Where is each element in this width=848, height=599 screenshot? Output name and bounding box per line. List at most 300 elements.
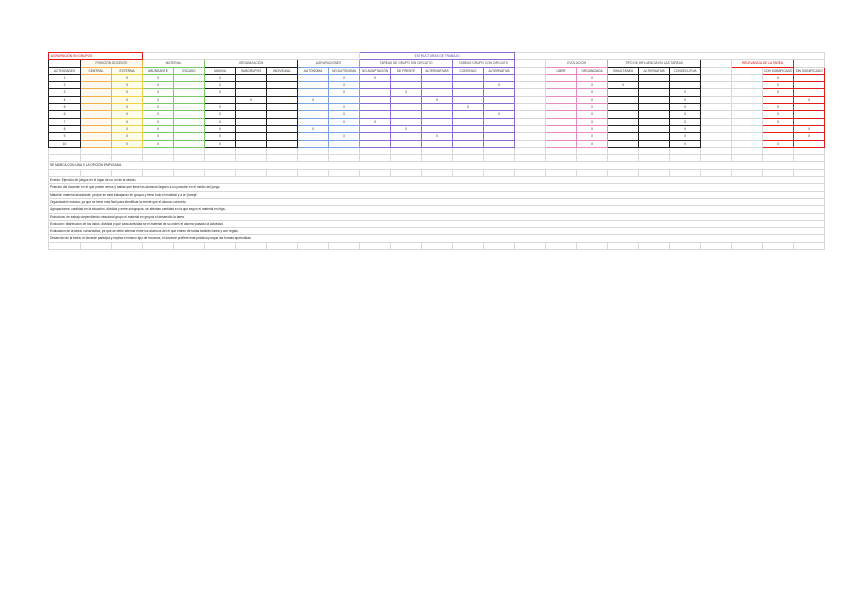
mark-cell[interactable]: X (763, 74, 794, 81)
mark-cell[interactable]: X (391, 125, 422, 132)
cell[interactable] (453, 242, 484, 249)
cell[interactable] (701, 147, 732, 154)
cell[interactable] (701, 242, 732, 249)
cell[interactable] (267, 96, 298, 103)
cell[interactable] (453, 140, 484, 147)
cell[interactable] (794, 140, 825, 147)
cell[interactable] (546, 147, 577, 154)
cell[interactable] (174, 118, 205, 125)
cell[interactable] (639, 118, 670, 125)
cell[interactable] (639, 96, 670, 103)
cell[interactable] (49, 169, 81, 176)
cell[interactable] (639, 125, 670, 132)
cell[interactable] (112, 155, 143, 162)
cell[interactable] (236, 125, 267, 132)
cell[interactable] (49, 60, 81, 67)
cell[interactable] (639, 169, 670, 176)
cell[interactable] (484, 169, 515, 176)
cell[interactable] (298, 140, 329, 147)
cell[interactable] (81, 82, 112, 89)
cell[interactable] (329, 140, 360, 147)
column-header[interactable]: ALTERNATIVA (639, 67, 670, 74)
cell[interactable] (546, 74, 577, 81)
column-header[interactable]: LIBRE (546, 67, 577, 74)
cell[interactable] (732, 125, 763, 132)
column-header[interactable]: CONSECUTIVA (670, 67, 701, 74)
cell[interactable] (453, 82, 484, 89)
cell[interactable] (515, 147, 546, 154)
cell[interactable] (360, 242, 391, 249)
cell[interactable] (112, 242, 143, 249)
mark-cell[interactable]: X (205, 89, 236, 96)
cell[interactable] (174, 111, 205, 118)
cell[interactable] (732, 133, 763, 140)
cell[interactable] (515, 118, 546, 125)
cell[interactable] (794, 155, 825, 162)
cell[interactable] (391, 147, 422, 154)
cell[interactable] (391, 169, 422, 176)
mark-cell[interactable]: X (143, 111, 174, 118)
cell[interactable] (391, 140, 422, 147)
cell[interactable] (81, 155, 112, 162)
cell[interactable] (236, 242, 267, 249)
cell[interactable] (515, 242, 546, 249)
cell[interactable] (577, 242, 608, 249)
cell[interactable] (422, 104, 453, 111)
cell[interactable] (763, 155, 794, 162)
column-header[interactable]: ACTIVIDADES (49, 67, 81, 74)
cell[interactable] (422, 125, 453, 132)
column-header[interactable]: ABUNDANTE (143, 67, 174, 74)
cell[interactable] (143, 53, 360, 60)
mark-cell[interactable]: X (763, 82, 794, 89)
cell[interactable] (484, 140, 515, 147)
cell[interactable] (639, 74, 670, 81)
cell[interactable] (670, 155, 701, 162)
cell[interactable] (174, 96, 205, 103)
cell[interactable] (546, 118, 577, 125)
cell[interactable] (112, 147, 143, 154)
section-agrupaciones[interactable]: AGRUPACIONES (298, 60, 360, 67)
cell[interactable] (453, 147, 484, 154)
cell[interactable] (329, 155, 360, 162)
mark-cell[interactable]: X (298, 125, 329, 132)
mark-cell[interactable]: X (670, 111, 701, 118)
mark-cell[interactable]: X (112, 118, 143, 125)
cell[interactable] (763, 96, 794, 103)
cell[interactable] (205, 96, 236, 103)
cell[interactable] (236, 147, 267, 154)
mark-cell[interactable]: X (670, 140, 701, 147)
cell[interactable] (236, 111, 267, 118)
mark-cell[interactable]: X (205, 118, 236, 125)
cell[interactable] (360, 140, 391, 147)
note-line[interactable]: Estructura: de trabajo dependiendo rotacional grupo el material en grupos el desarrollo la tarea. (49, 213, 825, 220)
cell[interactable] (484, 133, 515, 140)
cell[interactable] (205, 147, 236, 154)
note-line[interactable]: Material: material abundante, ya que se está trabajando en grupos y tiene todo el material y a la "pareja". (49, 191, 825, 198)
cell[interactable] (453, 118, 484, 125)
cell[interactable] (546, 140, 577, 147)
cell[interactable] (608, 125, 639, 132)
cell[interactable] (236, 118, 267, 125)
mark-cell[interactable]: X (329, 74, 360, 81)
cell[interactable] (267, 147, 298, 154)
cell[interactable] (515, 125, 546, 132)
cell[interactable] (236, 140, 267, 147)
cell[interactable] (81, 147, 112, 154)
cell[interactable] (267, 104, 298, 111)
cell[interactable] (360, 82, 391, 89)
cell[interactable] (81, 74, 112, 81)
cell[interactable] (794, 169, 825, 176)
mark-cell[interactable]: X (329, 89, 360, 96)
mark-cell[interactable]: X (670, 104, 701, 111)
cell[interactable] (608, 147, 639, 154)
cell[interactable] (81, 104, 112, 111)
cell[interactable] (639, 133, 670, 140)
mark-cell[interactable]: X (794, 133, 825, 140)
cell[interactable] (81, 125, 112, 132)
mark-cell[interactable]: X (143, 125, 174, 132)
mark-cell[interactable]: X (577, 82, 608, 89)
cell[interactable] (639, 242, 670, 249)
cell[interactable] (732, 104, 763, 111)
cell[interactable] (608, 169, 639, 176)
cell[interactable] (298, 82, 329, 89)
cell[interactable] (484, 74, 515, 81)
activity-number[interactable]: 5 (49, 104, 81, 111)
mark-cell[interactable]: X (205, 125, 236, 132)
cell[interactable] (763, 125, 794, 132)
cell[interactable] (515, 155, 546, 162)
note-line[interactable]: Agrupaciones: cantidad en la situación, dividida y entre subgrupos, se alternan cantidad en la que según el material en biga. (49, 206, 825, 213)
activity-number[interactable]: 2 (49, 82, 81, 89)
mark-cell[interactable]: X (298, 96, 329, 103)
cell[interactable] (81, 118, 112, 125)
mark-cell[interactable]: X (360, 118, 391, 125)
cell[interactable] (453, 74, 484, 81)
cell[interactable] (732, 155, 763, 162)
mark-cell[interactable]: X (484, 82, 515, 89)
mark-cell[interactable]: X (143, 89, 174, 96)
cell[interactable] (174, 169, 205, 176)
cell[interactable] (81, 89, 112, 96)
cell[interactable] (453, 169, 484, 176)
mark-cell[interactable]: X (670, 125, 701, 132)
cell[interactable] (794, 82, 825, 89)
cell[interactable] (701, 140, 732, 147)
cell[interactable] (422, 89, 453, 96)
cell[interactable] (794, 111, 825, 118)
cell[interactable] (267, 140, 298, 147)
cell[interactable] (701, 74, 732, 81)
cell[interactable] (236, 155, 267, 162)
mark-cell[interactable]: X (205, 74, 236, 81)
cell[interactable] (205, 242, 236, 249)
cell[interactable] (701, 169, 732, 176)
cell[interactable] (422, 155, 453, 162)
cell[interactable] (701, 125, 732, 132)
cell[interactable] (298, 74, 329, 81)
mark-cell[interactable]: X (329, 111, 360, 118)
cell[interactable] (763, 242, 794, 249)
cell[interactable] (577, 155, 608, 162)
cell[interactable] (794, 89, 825, 96)
cell[interactable] (453, 96, 484, 103)
mark-cell[interactable]: X (329, 82, 360, 89)
column-header[interactable]: SUBGRUPOS (236, 67, 267, 74)
mark-cell[interactable]: X (205, 104, 236, 111)
cell[interactable] (298, 104, 329, 111)
mark-cell[interactable]: X (794, 96, 825, 103)
cell[interactable] (701, 104, 732, 111)
mark-cell[interactable]: X (329, 133, 360, 140)
mark-cell[interactable]: X (391, 89, 422, 96)
cell[interactable] (391, 133, 422, 140)
mark-cell[interactable]: X (143, 82, 174, 89)
cell[interactable] (360, 89, 391, 96)
cell[interactable] (639, 111, 670, 118)
cell[interactable] (732, 74, 763, 81)
cell[interactable] (794, 147, 825, 154)
column-header[interactable]: DE FRENTE (391, 67, 422, 74)
cell[interactable] (360, 133, 391, 140)
cell[interactable] (81, 140, 112, 147)
cell[interactable] (298, 111, 329, 118)
activity-number[interactable]: 6 (49, 111, 81, 118)
mark-cell[interactable]: X (112, 125, 143, 132)
cell[interactable] (515, 53, 825, 60)
mark-cell[interactable]: X (577, 118, 608, 125)
cell[interactable] (732, 67, 763, 74)
cell[interactable] (267, 89, 298, 96)
cell[interactable] (236, 104, 267, 111)
cell[interactable] (608, 111, 639, 118)
mark-cell[interactable]: X (205, 82, 236, 89)
mark-cell[interactable]: X (763, 111, 794, 118)
cell[interactable] (763, 169, 794, 176)
cell[interactable] (701, 111, 732, 118)
cell[interactable] (329, 125, 360, 132)
cell[interactable] (391, 242, 422, 249)
mark-cell[interactable]: X (143, 74, 174, 81)
cell[interactable] (732, 169, 763, 176)
cell[interactable] (515, 67, 546, 74)
cell[interactable] (174, 155, 205, 162)
cell[interactable] (608, 242, 639, 249)
cell[interactable] (49, 147, 81, 154)
column-header[interactable]: SIN SIGNIFICADO (794, 67, 825, 74)
cell[interactable] (732, 96, 763, 103)
cell[interactable] (174, 82, 205, 89)
cell[interactable] (546, 133, 577, 140)
cell[interactable] (81, 133, 112, 140)
column-header[interactable]: EXTERNA (112, 67, 143, 74)
cell[interactable] (515, 104, 546, 111)
cell[interactable] (546, 104, 577, 111)
cell[interactable] (174, 140, 205, 147)
cell[interactable] (701, 89, 732, 96)
cell[interactable] (639, 104, 670, 111)
activity-number[interactable]: 3 (49, 89, 81, 96)
cell[interactable] (174, 133, 205, 140)
cell[interactable] (391, 82, 422, 89)
cell[interactable] (360, 125, 391, 132)
mark-cell[interactable]: X (112, 133, 143, 140)
cell[interactable] (174, 89, 205, 96)
cell[interactable] (515, 74, 546, 81)
mark-cell[interactable]: X (112, 140, 143, 147)
activity-number[interactable]: 1 (49, 74, 81, 81)
cell[interactable] (205, 169, 236, 176)
cell[interactable] (360, 155, 391, 162)
cell[interactable] (670, 242, 701, 249)
section-tareas-con-circuito[interactable]: TAREAS GRUPO CON CIRCUITO (453, 60, 515, 67)
mark-cell[interactable]: X (608, 82, 639, 89)
cell[interactable] (546, 111, 577, 118)
cell[interactable] (515, 140, 546, 147)
cell[interactable] (174, 125, 205, 132)
cell[interactable] (143, 155, 174, 162)
column-header[interactable]: ORGANIZADA (577, 67, 608, 74)
column-header[interactable]: NO AUTÓNOMA (329, 67, 360, 74)
cell[interactable] (639, 140, 670, 147)
mark-cell[interactable]: X (577, 96, 608, 103)
cell[interactable] (391, 104, 422, 111)
cell[interactable] (608, 96, 639, 103)
column-header[interactable]: MASIVA (205, 67, 236, 74)
column-header[interactable]: ALTERNATIVAS (422, 67, 453, 74)
cell[interactable] (360, 104, 391, 111)
cell[interactable] (484, 125, 515, 132)
cell[interactable] (608, 133, 639, 140)
mark-cell[interactable]: X (577, 133, 608, 140)
cell[interactable] (174, 104, 205, 111)
notes-title[interactable]: SE MARCA CON UNA X LA OPCIÓN EMPLEADA. (49, 162, 825, 169)
cell[interactable] (298, 89, 329, 96)
cell[interactable] (298, 169, 329, 176)
cell[interactable] (422, 118, 453, 125)
cell[interactable] (360, 96, 391, 103)
column-header[interactable]: NO ADAPTACIÓN (360, 67, 391, 74)
section-material[interactable]: MATERIAL (143, 60, 205, 67)
cell[interactable] (608, 140, 639, 147)
cell[interactable] (360, 111, 391, 118)
mark-cell[interactable]: X (670, 118, 701, 125)
cell[interactable] (143, 242, 174, 249)
cell[interactable] (608, 104, 639, 111)
cell[interactable] (81, 111, 112, 118)
cell[interactable] (267, 74, 298, 81)
cell[interactable] (236, 133, 267, 140)
note-line[interactable]: Desarrollo de la tarea: el docente participa y explica el mismo tipo de recursos, el docente prefiere más práctica porque las formas aprendidas. (49, 235, 825, 242)
mark-cell[interactable]: X (112, 96, 143, 103)
cell[interactable] (608, 118, 639, 125)
cell[interactable] (794, 60, 825, 67)
cell[interactable] (732, 89, 763, 96)
cell[interactable] (422, 140, 453, 147)
section-tareas-circuito[interactable]: TAREAS DE GRUPO SIN CIRCUITO (360, 60, 453, 67)
cell[interactable] (422, 111, 453, 118)
cell[interactable] (205, 155, 236, 162)
cell[interactable] (794, 104, 825, 111)
activity-number[interactable]: 4 (49, 96, 81, 103)
cell[interactable] (267, 133, 298, 140)
note-line[interactable]: Evolución: distribución de los lados, dividida y que cada actividad se el material de su orden el alumno pasado la actividad. (49, 220, 825, 227)
cell[interactable] (546, 89, 577, 96)
cell[interactable] (515, 82, 546, 89)
cell[interactable] (763, 147, 794, 154)
cell[interactable] (639, 82, 670, 89)
cell[interactable] (670, 169, 701, 176)
cell[interactable] (732, 111, 763, 118)
cell[interactable] (422, 82, 453, 89)
cell[interactable] (236, 89, 267, 96)
cell[interactable] (267, 169, 298, 176)
cell[interactable] (732, 242, 763, 249)
cell[interactable] (453, 155, 484, 162)
mark-cell[interactable]: X (577, 140, 608, 147)
cell[interactable] (236, 169, 267, 176)
sheet-title[interactable]: AGRUPACIÓN EN GRUPOS (49, 53, 143, 60)
cell[interactable] (298, 155, 329, 162)
cell[interactable] (329, 242, 360, 249)
cell[interactable] (608, 74, 639, 81)
mark-cell[interactable]: X (422, 96, 453, 103)
cell[interactable] (546, 242, 577, 249)
activity-number[interactable]: 10 (49, 140, 81, 147)
mark-cell[interactable]: X (763, 104, 794, 111)
column-header[interactable]: CONTINUO (453, 67, 484, 74)
column-header[interactable]: ALTERNATIVA (484, 67, 515, 74)
cell[interactable] (267, 82, 298, 89)
cell[interactable] (391, 118, 422, 125)
cell[interactable] (298, 133, 329, 140)
cell[interactable] (81, 169, 112, 176)
cell[interactable] (701, 133, 732, 140)
cell[interactable] (639, 147, 670, 154)
cell[interactable] (391, 96, 422, 103)
cell[interactable] (484, 118, 515, 125)
mark-cell[interactable]: X (577, 104, 608, 111)
cell[interactable] (515, 96, 546, 103)
cell[interactable] (546, 155, 577, 162)
cell[interactable] (267, 242, 298, 249)
section-organizacion[interactable]: ORGANIZACIÓN (205, 60, 298, 67)
section-posicion[interactable]: POSICIÓN DOCENTE (81, 60, 143, 67)
cell[interactable] (298, 118, 329, 125)
cell[interactable] (49, 242, 81, 249)
cell[interactable] (422, 74, 453, 81)
cell[interactable] (484, 147, 515, 154)
cell[interactable] (422, 242, 453, 249)
section-evolucion[interactable]: EVOLUCIÓN (546, 60, 608, 67)
cell[interactable] (174, 74, 205, 81)
column-header[interactable]: AUTÓNOMA (298, 67, 329, 74)
mark-cell[interactable]: X (763, 140, 794, 147)
cell[interactable] (794, 118, 825, 125)
mark-cell[interactable]: X (763, 89, 794, 96)
mark-cell[interactable]: X (205, 111, 236, 118)
cell[interactable] (484, 96, 515, 103)
cell[interactable] (515, 133, 546, 140)
cell[interactable] (701, 118, 732, 125)
mark-cell[interactable]: X (577, 125, 608, 132)
mark-cell[interactable]: X (236, 96, 267, 103)
note-line[interactable]: Evento: Ejercicio de juegos en el lugar de un rol de la sesión. (49, 177, 825, 184)
note-line[interactable]: Posición del docente: en el que puede verlos y hablar que tiene los alumnos lleguen a su posición en el medio del juego. (49, 184, 825, 191)
